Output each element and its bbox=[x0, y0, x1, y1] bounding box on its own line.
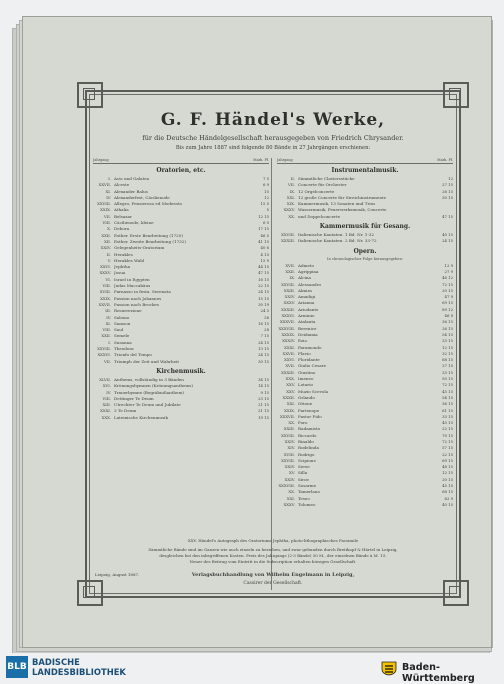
work-title: Samson bbox=[114, 320, 131, 326]
work-title: Pastor Fido bbox=[298, 413, 322, 419]
work-title: Sosarme bbox=[298, 483, 317, 489]
work-title: Trauerhymne (Begräbnißanthem) bbox=[114, 389, 184, 395]
price: 36 15 bbox=[442, 319, 453, 325]
work-title: Floridante bbox=[298, 357, 320, 363]
price: 61 15 bbox=[442, 407, 453, 413]
volume-number: XXI. bbox=[286, 194, 295, 200]
price: 62 9 bbox=[444, 495, 453, 501]
volume-number: XXXIII. bbox=[281, 369, 295, 375]
volume-number: XV. bbox=[289, 470, 295, 476]
price: 24 15 bbox=[258, 352, 269, 358]
work-title: Tamerlano bbox=[298, 489, 320, 495]
volume-number: XVIII. bbox=[283, 451, 295, 457]
price: 15 5 bbox=[260, 201, 269, 207]
work-title: Triumph der Zeit und Wahrheit bbox=[114, 358, 179, 364]
bw-coat-of-arms-icon bbox=[380, 660, 398, 676]
price: 22 15 bbox=[442, 451, 453, 457]
work-title: Riccardo bbox=[298, 432, 317, 438]
volume-number: XXVII. bbox=[98, 301, 111, 307]
price: 16 15 bbox=[258, 276, 269, 282]
price: 47 9 bbox=[444, 294, 453, 300]
kirchenmusik-list bbox=[93, 377, 269, 421]
price: 24 15 bbox=[258, 289, 269, 295]
price: 17 15 bbox=[258, 226, 269, 232]
price: 22 15 bbox=[442, 426, 453, 432]
price: 45 15 bbox=[442, 420, 453, 426]
section-kammermusik: Kammermusik für Gesang. bbox=[319, 223, 411, 231]
price: 5 bbox=[266, 207, 269, 213]
work-title: Almira bbox=[298, 287, 312, 293]
price: 46 5 bbox=[260, 232, 269, 238]
volume-number: XXVIII. bbox=[281, 432, 295, 438]
price-note: desgleichen bei den inbegriffenen Kosten. Preis des Jahrgangs (2-3 Bände) 30 M., der einzelnen Bände à M. 15. bbox=[159, 553, 387, 558]
price: 54 15 bbox=[442, 394, 453, 400]
price: 40 15 bbox=[442, 232, 453, 238]
price: 44 15 bbox=[258, 264, 269, 270]
list-item bbox=[93, 359, 269, 365]
price: 14 15 bbox=[258, 383, 269, 389]
price: 23 15 bbox=[258, 395, 269, 401]
work-title: 3 Te Deum bbox=[114, 408, 137, 414]
work-title: Salomo bbox=[114, 314, 130, 320]
volume-number: XXXVII. bbox=[279, 319, 295, 325]
volume-number: XXVI. bbox=[100, 264, 111, 270]
work-title: Lateinische Kirchenmusik bbox=[114, 414, 168, 420]
column-divider bbox=[271, 158, 272, 590]
price: 20 15 bbox=[442, 476, 453, 482]
work-title: 12 Orgelconcerte bbox=[298, 188, 335, 194]
work-title: Silla bbox=[298, 470, 308, 476]
volume-number: XXIX. bbox=[284, 407, 295, 413]
volume-number: XXXV. bbox=[99, 270, 111, 276]
work-title: Krönungshymnen (Krönungsanthems) bbox=[114, 383, 194, 389]
price: 33 15 bbox=[442, 369, 453, 375]
price: 21 15 bbox=[258, 402, 269, 408]
price: 24 15 bbox=[442, 238, 453, 244]
volume-number: XXVII. bbox=[282, 350, 295, 356]
list-item bbox=[277, 238, 453, 244]
work-title: Ariodante bbox=[298, 306, 319, 312]
kammermusik-list bbox=[277, 232, 453, 245]
price: 15 bbox=[264, 188, 269, 194]
price: 70 15 bbox=[442, 432, 453, 438]
work-title: Passion nach Johannes bbox=[114, 295, 162, 301]
volume-number: XXX. bbox=[285, 376, 295, 382]
volume-number: XXXIV. bbox=[282, 338, 295, 344]
work-title: Theodora bbox=[114, 346, 134, 352]
price: 46 12 bbox=[442, 275, 453, 281]
price: 33 15 bbox=[442, 413, 453, 419]
volume-number: XXIX. bbox=[100, 295, 111, 301]
volume-number: IV. bbox=[106, 389, 111, 395]
work-title: Poro bbox=[298, 420, 308, 426]
work-title: Orlando bbox=[298, 394, 315, 400]
opern-note: In chronologischer Folge herausgegeben: bbox=[327, 256, 403, 261]
price: 7 5 bbox=[262, 176, 269, 181]
volume-number: XXVIII. bbox=[281, 281, 295, 287]
work-title: Israel in Egypten bbox=[114, 276, 150, 282]
price: 9 15 bbox=[260, 389, 269, 395]
price: 15 15 bbox=[258, 295, 269, 301]
ornamental-frame bbox=[85, 90, 461, 598]
price: 34 15 bbox=[258, 376, 269, 382]
work-title: Flavio bbox=[298, 350, 311, 356]
volume-number: XXVIII. bbox=[281, 232, 295, 238]
price: 40 15 bbox=[442, 501, 453, 507]
work-title: Italienische Kantaten. 1 Bd. Nr. 1-32 bbox=[298, 232, 374, 238]
work-title: Giulio Cesare bbox=[298, 363, 327, 369]
frame-corner-ornament bbox=[77, 82, 103, 108]
work-title: Herakles bbox=[114, 251, 133, 257]
work-title: Radamisto bbox=[298, 426, 321, 432]
price: 36 15 bbox=[442, 401, 453, 407]
price: 12 9 bbox=[444, 262, 453, 268]
work-title: Partenope bbox=[298, 407, 320, 413]
work-title: Saul bbox=[114, 327, 124, 333]
work-title: Kammermusik, 13 Sonaten und Trios bbox=[298, 201, 376, 207]
work-title: Athalia bbox=[114, 207, 129, 213]
volume-number: I. bbox=[108, 176, 111, 181]
volume-number: XXII. bbox=[101, 333, 111, 339]
work-title: Scipione bbox=[298, 457, 316, 463]
price: 12 bbox=[264, 194, 269, 200]
work-title: Jephtha bbox=[114, 264, 131, 270]
work-title: Arianna bbox=[298, 300, 315, 306]
work-title: Esther. Erste Bearbeitung (1720) bbox=[114, 232, 183, 238]
volume-number: XXI. bbox=[286, 401, 295, 407]
list-item bbox=[93, 415, 269, 421]
work-title: Resurrezione bbox=[114, 308, 142, 314]
volume-number: XXI. bbox=[286, 495, 295, 501]
volume-number: XXXIII. bbox=[281, 238, 295, 244]
volume-number: XII. bbox=[104, 238, 111, 244]
price: 69 15 bbox=[442, 457, 453, 463]
work-title: Allegro, Pensieroso ed Moderato bbox=[114, 201, 182, 207]
price: 28 bbox=[264, 327, 269, 333]
price: 47 15 bbox=[258, 270, 269, 276]
right-column bbox=[277, 158, 453, 508]
volume-number: XIII. bbox=[102, 402, 111, 408]
price: 69 15 bbox=[442, 300, 453, 306]
volume-number: X. bbox=[107, 226, 111, 232]
volume-number: XXXVIII. bbox=[278, 483, 295, 489]
volume-number: XLVII. bbox=[99, 376, 111, 382]
price: 26 15 bbox=[442, 325, 453, 331]
work-title: Agrippina bbox=[298, 268, 319, 274]
volume-number: IX. bbox=[289, 188, 295, 194]
work-title: Parnasso in festa. Serenata bbox=[114, 289, 171, 295]
price: 24 15 bbox=[258, 339, 269, 345]
work-title: Berenice bbox=[298, 325, 317, 331]
price: 50 15 bbox=[442, 376, 453, 382]
work-title: Alceste bbox=[114, 182, 130, 188]
volume-number: XXIV. bbox=[284, 438, 295, 444]
work-title: Ezio bbox=[298, 338, 307, 344]
volume-number: IX. bbox=[289, 275, 295, 281]
price: 47 15 bbox=[442, 213, 453, 219]
instrumental-list bbox=[277, 176, 453, 220]
volume-number: II. bbox=[290, 176, 295, 181]
volume-number: XXXIII. bbox=[281, 306, 295, 312]
place-date: Leipzig, August 1887. bbox=[95, 572, 140, 577]
work-title: Rodelinda bbox=[298, 445, 319, 451]
volume-number: XI. bbox=[105, 188, 111, 194]
volume-number: VII. bbox=[104, 358, 111, 364]
blb-name[interactable] bbox=[32, 657, 126, 677]
volume-number: IV. bbox=[106, 194, 111, 200]
volume-number: XXIII. bbox=[283, 287, 295, 293]
col-head-volume: Jahrgang bbox=[277, 158, 293, 162]
price: 46 9 bbox=[444, 313, 453, 319]
volume-number: XXVI. bbox=[284, 357, 295, 363]
work-title: Rinaldo bbox=[298, 438, 314, 444]
work-title: Alessandro bbox=[298, 281, 322, 287]
volume-number: XXXII. bbox=[282, 394, 295, 400]
volume-number: XXIX. bbox=[100, 207, 111, 213]
price: 6 9 bbox=[262, 182, 269, 188]
work-title: Debora bbox=[114, 226, 130, 232]
volume-number: XXIV. bbox=[284, 294, 295, 300]
work-title: Arminio bbox=[298, 313, 315, 319]
volume-number: XXXV. bbox=[283, 300, 295, 306]
price: 30 19 bbox=[258, 301, 269, 307]
price: 16 15 bbox=[258, 320, 269, 326]
work-title: Herakles Wahl bbox=[114, 257, 145, 263]
volume-number: XXXVI. bbox=[281, 313, 295, 319]
volume-number: XXII. bbox=[285, 268, 295, 274]
volume-number: VIII. bbox=[102, 220, 111, 226]
volume-number: XX. bbox=[288, 489, 295, 495]
price: 30 15 bbox=[258, 358, 269, 364]
price: 72 15 bbox=[442, 281, 453, 287]
volume-number: XXXV. bbox=[283, 501, 295, 507]
price: 12 bbox=[448, 176, 453, 181]
column-header bbox=[93, 158, 269, 164]
bw-label[interactable]: Baden-Württemberg bbox=[402, 662, 475, 684]
membership-note: Neuer des Beitrag vom Eintritt in die Subscription erhalten hiesigen Gesellschaft. bbox=[189, 559, 357, 564]
price: 27 15 bbox=[442, 363, 453, 369]
volume-number: II. bbox=[106, 251, 111, 257]
volume-number: XVII. bbox=[285, 363, 295, 369]
price: 40 6 bbox=[260, 245, 269, 251]
work-title: Dettinger Te Deum bbox=[114, 395, 154, 401]
work-title: Passion nach Brockes bbox=[114, 301, 159, 307]
volume-number: XXXVII. bbox=[279, 413, 295, 419]
work-title: Italienische Kantaten. 2 Bd. Nr. 33-72 bbox=[298, 238, 377, 244]
work-title: Admeto bbox=[298, 262, 314, 268]
volume-number: XX. bbox=[288, 213, 295, 219]
work-title: Giustino bbox=[298, 369, 316, 375]
section-oratorien: Oratorien, etc. bbox=[156, 167, 206, 174]
price: 21 15 bbox=[258, 408, 269, 414]
volume-number: XXXIX. bbox=[281, 331, 295, 337]
work-title: Esther. Zweite Bearbeitung (1732) bbox=[114, 238, 186, 244]
price: 20 15 bbox=[442, 287, 453, 293]
publisher: Verlagsbuchhandlung von Wilhelm Engelmann in Leipzig, bbox=[191, 572, 355, 578]
work-title: Acis und Galatea bbox=[114, 176, 150, 181]
price: 12 15 bbox=[442, 470, 453, 476]
work-title: Josua bbox=[114, 270, 126, 276]
price: 72 15 bbox=[442, 382, 453, 388]
volume-number: VII. bbox=[104, 213, 111, 219]
work-title: Utrechter Te Deum und Jubilate bbox=[114, 402, 181, 408]
volume-number: VIII. bbox=[102, 395, 111, 401]
work-title: Wassermusik, Feuerwerksmusik, Concerte bbox=[298, 207, 387, 213]
work-title: Gelegenheits-Oratorium bbox=[114, 245, 165, 251]
page-subtitle: für die Deutsche Händelgesellschaft herausgegeben von Friedrich Chrysander. bbox=[142, 134, 404, 142]
work-title: Susanna bbox=[114, 339, 132, 345]
work-title: Faramondo bbox=[298, 344, 322, 350]
work-title: Lotario bbox=[298, 382, 313, 388]
volume-number: VIII. bbox=[102, 327, 111, 333]
price: 54 15 bbox=[442, 331, 453, 337]
work-title: Atalanta bbox=[298, 319, 316, 325]
volume-number: XXIV. bbox=[100, 245, 111, 251]
volume-number: VI. bbox=[105, 276, 111, 282]
volume-number: XVIII. bbox=[99, 289, 111, 295]
col-head-volume: Jahrgang bbox=[93, 158, 109, 162]
volume-number: III. bbox=[105, 308, 111, 314]
work-title: Tolomeo bbox=[298, 501, 316, 507]
work-title: Teseo bbox=[298, 495, 310, 501]
price: 7 15 bbox=[260, 333, 269, 339]
price: 15 9 bbox=[260, 257, 269, 263]
section-instrumentalmusik: Instrumentalmusik. bbox=[331, 167, 399, 174]
cashier: Cassirer der Gesellschaft. bbox=[243, 581, 303, 586]
column-header bbox=[277, 158, 453, 164]
volume-number: XXV. bbox=[286, 382, 295, 388]
work-title: Alcina bbox=[298, 275, 311, 281]
price: 12 15 bbox=[258, 213, 269, 219]
volume-number: XXIV. bbox=[284, 464, 295, 470]
volume-number: XVI. bbox=[102, 383, 111, 389]
blb-name-line1: BADISCHE bbox=[32, 657, 80, 667]
list-item bbox=[277, 214, 453, 220]
price: 27 9 bbox=[444, 268, 453, 274]
work-title: Sämmtliche Claviersstücke bbox=[298, 176, 355, 181]
price: 12 15 bbox=[442, 344, 453, 350]
volume-number: XIV. bbox=[287, 445, 295, 451]
work-title: Alexander Balus bbox=[114, 188, 148, 194]
price: 4 15 bbox=[260, 251, 269, 257]
blb-name-line2: LANDESBIBLIOTHEK bbox=[32, 667, 126, 677]
section-opern: Opern. bbox=[353, 247, 377, 255]
oratorien-list bbox=[93, 176, 269, 365]
price: 22 15 bbox=[258, 283, 269, 289]
list-item bbox=[277, 502, 453, 508]
work-title: Amadigi bbox=[298, 294, 316, 300]
volume-number: VII. bbox=[288, 182, 295, 188]
volume-number: XX. bbox=[288, 420, 295, 426]
price: 48 15 bbox=[442, 464, 453, 470]
facsimile-note: XXV. Händel's Autograph des Oratoriums Jephtha, photo-lithographisches Facsimile bbox=[187, 538, 359, 543]
work-title: 12 große Concerte für Streichinstrumente bbox=[298, 194, 387, 200]
volume-number: IV. bbox=[106, 314, 111, 320]
price: 6 0 bbox=[262, 220, 269, 226]
volume-number: XXXV. bbox=[283, 207, 295, 213]
price: 13 15 bbox=[258, 346, 269, 352]
work-title: Deidamia bbox=[298, 331, 318, 337]
price: 36 bbox=[264, 314, 269, 320]
volume-number: XVII. bbox=[285, 262, 295, 268]
work-title: Muzio Scevola bbox=[298, 388, 329, 394]
work-title: Concerte für Orchester bbox=[298, 182, 347, 188]
work-title: Rodrigo bbox=[298, 451, 315, 457]
col-head-price: Mark. Pf. bbox=[253, 158, 269, 162]
price: 26 15 bbox=[442, 188, 453, 194]
price: 72 15 bbox=[442, 438, 453, 444]
price: 24 5 bbox=[260, 308, 269, 314]
volume-number: XXIV. bbox=[284, 476, 295, 482]
volume-number: XXV. bbox=[286, 388, 295, 394]
work-title: Alexanderfest, Cäcilienode bbox=[114, 194, 170, 200]
volume-number: XI. bbox=[105, 320, 111, 326]
price: 41 15 bbox=[258, 238, 269, 244]
volume-number: XXX. bbox=[101, 414, 111, 420]
price: 68 15 bbox=[442, 489, 453, 495]
page-title: G. F. Händel's Werke, bbox=[160, 110, 386, 130]
price: 45 15 bbox=[442, 483, 453, 489]
volume-number: XXVII. bbox=[98, 182, 111, 188]
work-title: und Doppelconcerte bbox=[298, 213, 341, 219]
volumes-note: Bis zum Jahre 1887 sind folgende 80 Bände in 27 Jahrgängen erschienen: bbox=[175, 145, 371, 151]
volume-number: XXVIII. bbox=[97, 346, 111, 352]
volume-number: XXXVI. bbox=[97, 352, 111, 358]
work-title: Serse bbox=[298, 464, 310, 470]
volume-number: XXIII. bbox=[283, 426, 295, 432]
volume-number: V. bbox=[107, 257, 111, 263]
price: 27 15 bbox=[442, 182, 453, 188]
volume-number: XXII. bbox=[101, 232, 111, 238]
work-title: Trionfo del Tempo bbox=[114, 352, 152, 358]
work-title: Siroe bbox=[298, 476, 309, 482]
price: 30 15 bbox=[442, 194, 453, 200]
blb-logo[interactable]: BLB bbox=[6, 656, 28, 678]
col-head-price: Mark. Pf. bbox=[437, 158, 453, 162]
frame-corner-ornament bbox=[443, 82, 469, 108]
work-title: Ottone bbox=[298, 401, 313, 407]
price: 33 15 bbox=[442, 338, 453, 344]
price: 89 12 bbox=[442, 306, 453, 312]
volume-number: XIX. bbox=[286, 201, 295, 207]
work-title: Imeneo bbox=[298, 376, 314, 382]
price: 68 15 bbox=[442, 357, 453, 363]
section-kirchenmusik: Kirchenmusik. bbox=[156, 367, 206, 375]
work-title: Anthems, vollständig in 3 Bänden bbox=[114, 376, 184, 382]
work-title: Cäcilienode, kleine bbox=[114, 220, 154, 226]
price: 57 15 bbox=[442, 445, 453, 451]
price: 32 15 bbox=[442, 350, 453, 356]
document-page bbox=[22, 16, 492, 648]
left-column bbox=[93, 158, 269, 421]
volume-number: VIII. bbox=[102, 283, 111, 289]
volume-number: XXVIII. bbox=[97, 201, 111, 207]
opern-list bbox=[277, 263, 453, 509]
volume-number: XXVIII. bbox=[281, 457, 295, 463]
price: 19 15 bbox=[258, 414, 269, 420]
price: 45 15 bbox=[442, 388, 453, 394]
volume-number: I. bbox=[108, 339, 111, 345]
work-title: Semele bbox=[114, 333, 130, 339]
subscription-note: Sämmtliche Bände sind im Ganzen wie auch einzeln zu beziehen, und zwar gebunden durch Breitkopf & Härtel in Leipzig, bbox=[148, 547, 398, 552]
volume-number: XXXI. bbox=[100, 408, 111, 414]
work-title: Belsazar bbox=[114, 213, 132, 219]
volume-number: XXXI. bbox=[284, 344, 295, 350]
volume-number: XXXVIII. bbox=[278, 325, 295, 331]
work-title: Judas Maccabäus bbox=[114, 283, 151, 289]
